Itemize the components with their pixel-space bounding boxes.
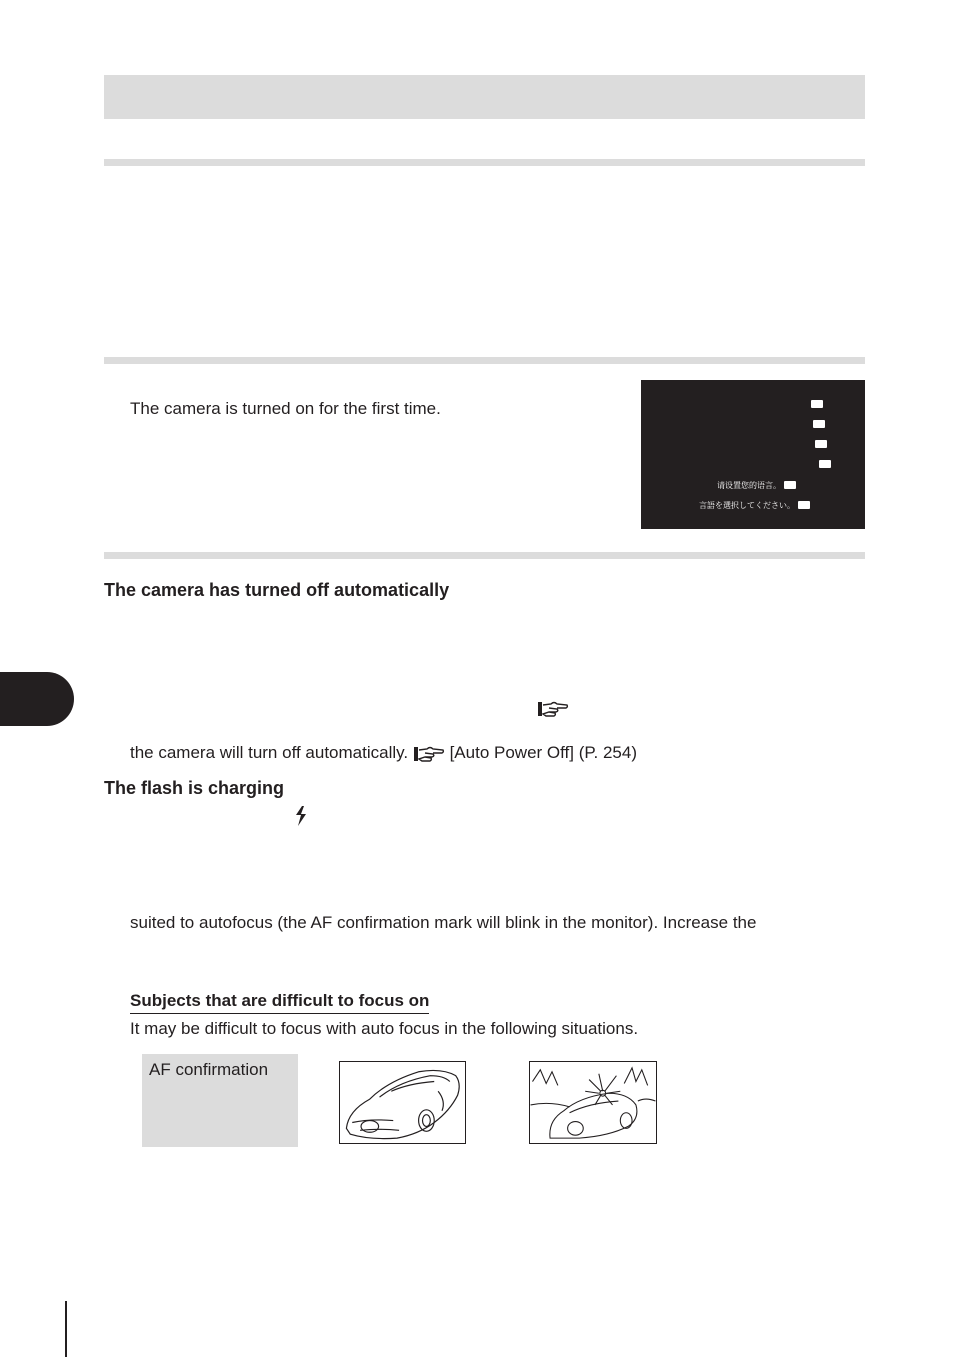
hand-pointer-icon (413, 745, 445, 763)
language-row (808, 398, 823, 410)
flash-charge-icon (294, 806, 308, 826)
auto-off-text: the camera will turn off automatically. (130, 743, 409, 762)
section-rule (104, 159, 865, 166)
hand-pointer-icon (537, 700, 569, 718)
language-ok-icon (813, 420, 825, 428)
language-row: 请设置您的语言。 (717, 479, 796, 491)
chapter-side-tab (0, 672, 74, 726)
language-row (810, 418, 825, 430)
language-ok-icon (819, 460, 831, 468)
focus-line: suited to autofocus (the AF confirmation mark will blink in the monitor). Increase the (130, 913, 757, 932)
language-ok-icon (811, 400, 823, 408)
af-confirmation-label: AF confirmation (149, 1060, 269, 1079)
difficult-subjects-subheading: Subjects that are difficult to focus on (130, 991, 429, 1014)
auto-off-heading: The camera has turned off automatically (104, 580, 450, 600)
section-rule (104, 357, 865, 364)
first-use-text: The camera is turned on for the first time. (130, 399, 441, 418)
language-row (816, 458, 831, 470)
language-row (812, 438, 827, 450)
language-ok-icon (798, 501, 810, 509)
low-contrast-car-illustration (339, 1061, 466, 1144)
flash-heading: The flash is charging (104, 778, 285, 798)
difficult-subjects-intro: It may be difficult to focus with auto focus in the following situations. (130, 1019, 639, 1038)
auto-power-off-ref: [Auto Power Off] (P. 254) (449, 743, 637, 762)
backlit-car-illustration (529, 1061, 657, 1144)
section-rule (104, 552, 865, 559)
auto-off-line (130, 743, 637, 763)
language-select-screen (641, 380, 865, 529)
language-row: 言語を選択してください。 (699, 499, 810, 511)
language-ok-icon (784, 481, 796, 489)
language-ok-icon (815, 440, 827, 448)
af-confirmation-panel (142, 1054, 298, 1147)
chapter-header-band (104, 75, 865, 119)
page-margin-line (65, 1301, 67, 1357)
